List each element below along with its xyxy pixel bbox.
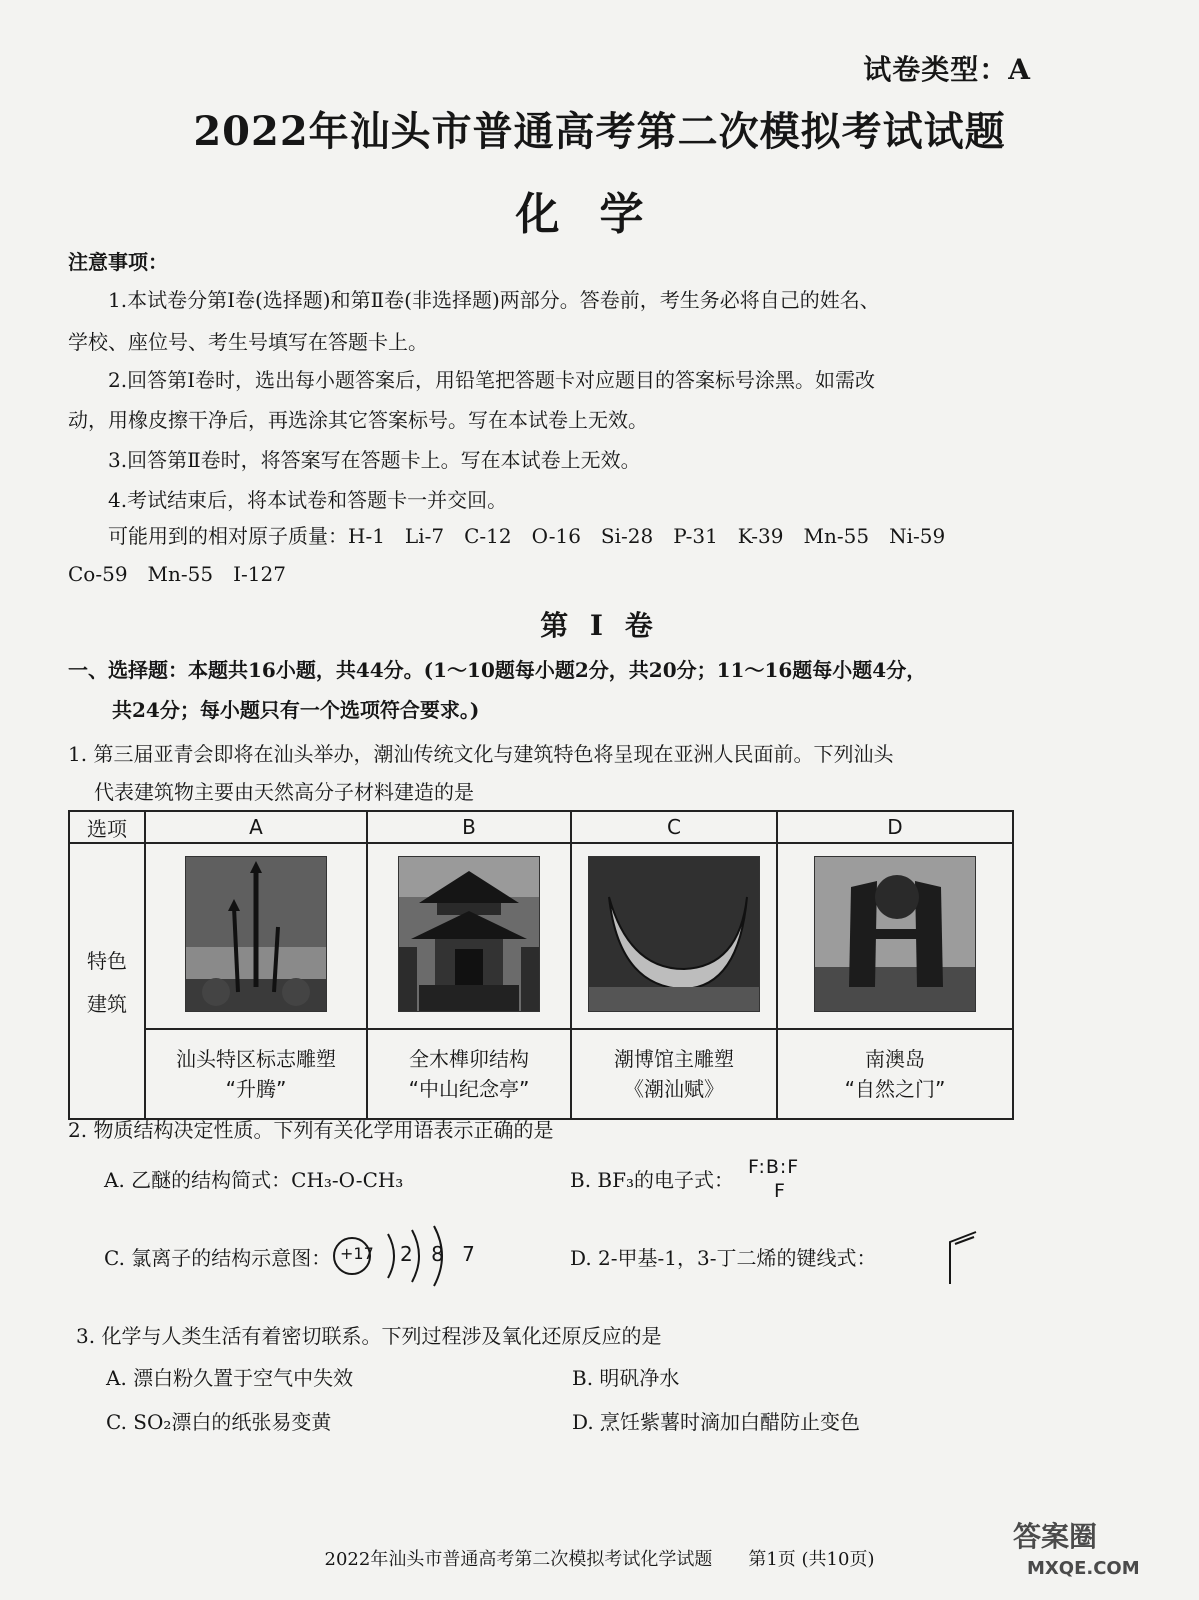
row-label-line-2: 建筑 (87, 992, 127, 1016)
electron-shell-1 (388, 1234, 394, 1278)
nucleus-charge: +17 (340, 1244, 374, 1263)
atomic-mass-line-2: Co-59 Mn-55 I-127 (68, 562, 286, 586)
option-a-caption (145, 1029, 367, 1119)
notice-item-2-cont: 动，用橡皮擦干净后，再选涂其它答案标号。写在本试卷上无效。 (68, 408, 648, 432)
option-d-caption (777, 1029, 1013, 1119)
answer-circle-watermark-logo (1009, 1516, 1179, 1580)
option-c-caption-line-2: 《潮汕赋》 (624, 1077, 724, 1101)
option-b-caption-line-2: “中山纪念亭” (408, 1077, 530, 1101)
paper-type-label: 试卷类型：A (863, 53, 1031, 86)
exam-title: 2022年汕头市普通高考第二次模拟考试试题 (193, 108, 1006, 155)
question-3-stem: 3. 化学与人类生活有着密切联系。下列过程涉及氧化还原反应的是 (76, 1324, 662, 1348)
section-instruction: 一、选择题：本题共16小题，共44分。(1～10题每小题2分，共20分；11～16题每小题4分， (68, 658, 927, 682)
section-title: 第 Ⅰ 卷 (540, 609, 659, 642)
option-b-caption-line-1: 全木榫卯结构 (409, 1047, 529, 1071)
row-label-cell (69, 843, 145, 1119)
question-1-stem: 1. 第三届亚青会即将在汕头举办，潮汕传统文化与建筑特色将呈现在亚洲人民面前。下列汕头 (68, 742, 894, 766)
question-3-option-a: A. 漂白粉久置于空气中失效 (106, 1366, 354, 1390)
option-b-letter: B (367, 811, 571, 843)
notice-heading: 注意事项： (68, 250, 168, 274)
question-1-stem-cont: 代表建筑物主要由天然高分子材料建造的是 (94, 780, 474, 804)
electron-shell-counts: 2 8 7 (400, 1242, 481, 1266)
notice-item-2: 2.回答第Ⅰ卷时，选出每小题答案后，用铅笔把答题卡对应题目的答案标号涂黑。如需改 (108, 368, 875, 392)
option-d-caption-line-2: “自然之门” (844, 1077, 946, 1101)
svg-text:答案圈: 答案圈 (1013, 1520, 1098, 1553)
bf3-electron-formula-bottom: F (774, 1180, 785, 1202)
option-a-letter: A (145, 811, 367, 843)
option-d-letter: D (777, 811, 1013, 843)
option-c-caption-line-1: 潮博馆主雕塑 (614, 1047, 734, 1071)
table-header-label: 选项 (69, 811, 145, 843)
question-3-option-c: C. SO₂漂白的纸张易变黄 (106, 1410, 332, 1434)
sculpture-shengteng-photo (185, 856, 327, 1012)
section-instruction-cont: 共24分；每小题只有一个选项符合要求。) (112, 698, 480, 722)
option-d-caption-line-1: 南澳岛 (865, 1047, 925, 1071)
isoprene-skeletal-formula (946, 1228, 982, 1288)
option-c-photo-cell (571, 843, 777, 1029)
zhongshan-pavilion-photo (398, 856, 540, 1012)
chaoshan-fu-sculpture-photo (588, 856, 760, 1012)
atomic-mass-line-1: 可能用到的相对原子质量：H-1 Li-7 C-12 O-16 Si-28 P-31 K-39 Mn-55 Ni-59 (108, 524, 946, 548)
option-b-photo-cell (367, 843, 571, 1029)
option-d-photo-cell (777, 843, 1013, 1029)
question-3-option-d: D. 烹饪紫薯时滴加白醋防止变色 (572, 1410, 861, 1434)
svg-text:MXQE.COM: MXQE.COM (1027, 1558, 1140, 1579)
notice-item-1: 1.本试卷分第Ⅰ卷(选择题)和第Ⅱ卷(非选择题)两部分。答卷前，考生务必将自己的姓名、 (108, 288, 880, 312)
option-c-letter: C (571, 811, 777, 843)
bf3-electron-formula: F:B:F (748, 1156, 800, 1178)
question-2-stem: 2. 物质结构决定性质。下列有关化学用语表示正确的是 (68, 1118, 554, 1142)
question-1-option-table (68, 810, 1014, 1120)
row-label-line-1: 特色 (87, 949, 127, 973)
option-b-caption (367, 1029, 571, 1119)
question-2-option-a: A. 乙醚的结构简式：CH₃-O-CH₃ (104, 1168, 404, 1192)
option-a-caption-line-1: 汕头特区标志雕塑 (176, 1047, 336, 1071)
question-2-option-d: D. 2-甲基-1，3-丁二烯的键线式： (570, 1246, 877, 1270)
question-2-option-c: C. 氯离子的结构示意图： (104, 1246, 332, 1270)
notice-item-4: 4.考试结束后，将本试卷和答题卡一并交回。 (108, 488, 508, 512)
question-2-option-b: B. BF₃的电子式： (570, 1168, 735, 1192)
gate-of-nature-photo (814, 856, 976, 1012)
option-a-photo-cell (145, 843, 367, 1029)
question-3-option-b: B. 明矾净水 (572, 1366, 680, 1390)
notice-item-3: 3.回答第Ⅱ卷时，将答案写在答题卡上。写在本试卷上无效。 (108, 448, 641, 472)
option-a-caption-line-2: “升腾” (225, 1077, 287, 1101)
notice-item-1-cont: 学校、座位号、考生号填写在答题卡上。 (68, 330, 428, 354)
page-footer: 2022年汕头市普通高考第二次模拟考试化学试题 第1页 (共10页) (324, 1549, 875, 1570)
subject-title: 化学 (515, 189, 684, 240)
option-c-caption (571, 1029, 777, 1119)
